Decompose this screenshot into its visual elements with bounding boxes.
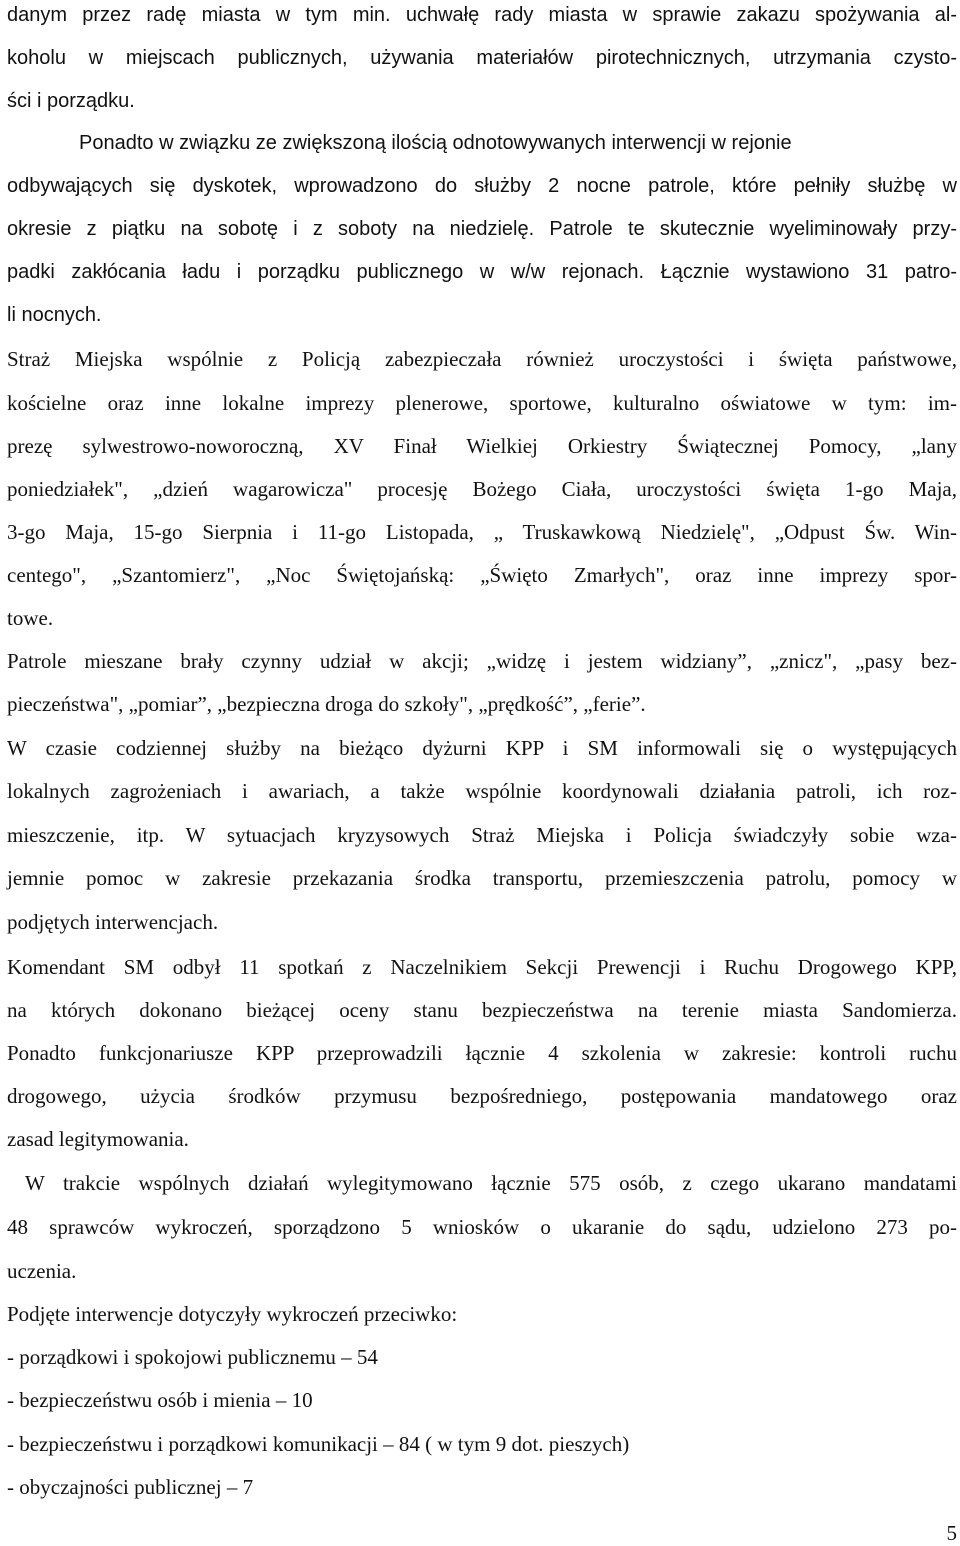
text-line: odbywających się dyskotek, wprowadzono do służby 2 nocne patrole, które pełniły służbę w (7, 175, 957, 197)
text-line: Ponadto w związku ze zwiększoną ilością odnotowywanych interwencji w rejonie (79, 132, 792, 154)
text-line: padki zakłócania ładu i porządku publicznego w w/w rejonach. Łącznie wystawiono 31 patro- (7, 261, 957, 283)
text-line: pieczeństwa", „pomiar”, „bezpieczna droga do szkoły", „prędkość”, „ferie”. (7, 692, 646, 716)
text-line: kościelne oraz inne lokalne imprezy plenerowe, sportowe, kulturalno oświatowe w tym: im- (7, 391, 957, 415)
text-line: 3-go Maja, 15-go Sierpnia i 11-go Listopada, „ Truskawkową Niedzielę", „Odpust Św. Win- (7, 520, 957, 544)
text-line: danym przez radę miasta w tym min. uchwałę rady miasta w sprawie zakazu spożywania al- (7, 4, 957, 26)
text-line: okresie z piątku na sobotę i z soboty na niedzielę. Patrole te skutecznie wyeliminowały przy- (7, 218, 957, 240)
text-line: prezę sylwestrowo-noworoczną, XV Finał Wielkiej Orkiestry Świątecznej Pomocy, „lany (7, 434, 957, 458)
text-line: drogowego, użycia środków przymusu bezpośredniego, postępowania mandatowego oraz (7, 1084, 957, 1108)
text-line: Komendant SM odbył 11 spotkań z Naczelnikiem Sekcji Prewencji i Ruchu Drogowego KPP, (7, 955, 957, 979)
text-line: li nocnych. (7, 304, 102, 326)
list-heading: Podjęte interwencje dotyczyły wykroczeń przeciwko: (7, 1302, 458, 1326)
text-line: koholu w miejscach publicznych, używania materiałów pirotechnicznych, utrzymania czysto- (7, 47, 957, 69)
text-line: Ponadto funkcjonariusze KPP przeprowadzili łącznie 4 szkolenia w zakresie: kontroli ruchu (7, 1041, 957, 1065)
text-line: Patrole mieszane brały czynny udział w akcji; „widzę i jestem widziany”, „znicz", „pasy bez- (7, 649, 957, 673)
list-item: - porządkowi i spokojowi publicznemu – 54 (7, 1345, 378, 1369)
text-line: W czasie codziennej służby na bieżąco dyżurni KPP i SM informowali się o występujących (7, 736, 957, 760)
text-line: W trakcie wspólnych działań wylegitymowano łącznie 575 osób, z czego ukarano mandatami (7, 1171, 957, 1195)
text-line: mieszczenie, itp. W sytuacjach kryzysowych Straż Miejska i Policja świadczyły sobie wza- (7, 823, 957, 847)
text-line: 48 sprawców wykroczeń, sporządzono 5 wniosków o ukaranie do sądu, udzielono 273 po- (7, 1215, 957, 1239)
text-line: lokalnych zagrożeniach i awariach, a także wspólnie koordynowali działania patroli, ich roz- (7, 779, 957, 803)
text-line: na których dokonano bieżącej oceny stanu bezpieczeństwa na terenie miasta Sandomierza. (7, 998, 957, 1022)
text-line: podjętych interwencjach. (7, 910, 219, 934)
text-line: towe. (7, 606, 54, 630)
text-line: centego", „Szantomierz", „Noc Świętojańską: „Święto Zmarłych", oraz inne imprezy spor- (7, 563, 957, 587)
text-line: Straż Miejska wspólnie z Policją zabezpieczała również uroczystości i święta państwowe, (7, 347, 957, 371)
list-item: - bezpieczeństwu osób i mienia – 10 (7, 1388, 313, 1412)
text-line: zasad legitymowania. (7, 1127, 189, 1151)
text-line: jemnie pomoc w zakresie przekazania środka transportu, przemieszczenia patrolu, pomocy w (7, 866, 957, 890)
text-line: uczenia. (7, 1259, 77, 1283)
text-line: poniedziałek", „dzień wagarowicza" procesję Bożego Ciała, uroczystości święta 1-go Maja, (7, 477, 957, 501)
page-number: 5 (946, 1521, 957, 1545)
list-item: - obyczajności publicznej – 7 (7, 1475, 254, 1499)
text-line: ści i porządku. (7, 90, 135, 112)
list-item: - bezpieczeństwu i porządkowi komunikacji – 84 ( w tym 9 dot. pieszych) (7, 1432, 630, 1456)
